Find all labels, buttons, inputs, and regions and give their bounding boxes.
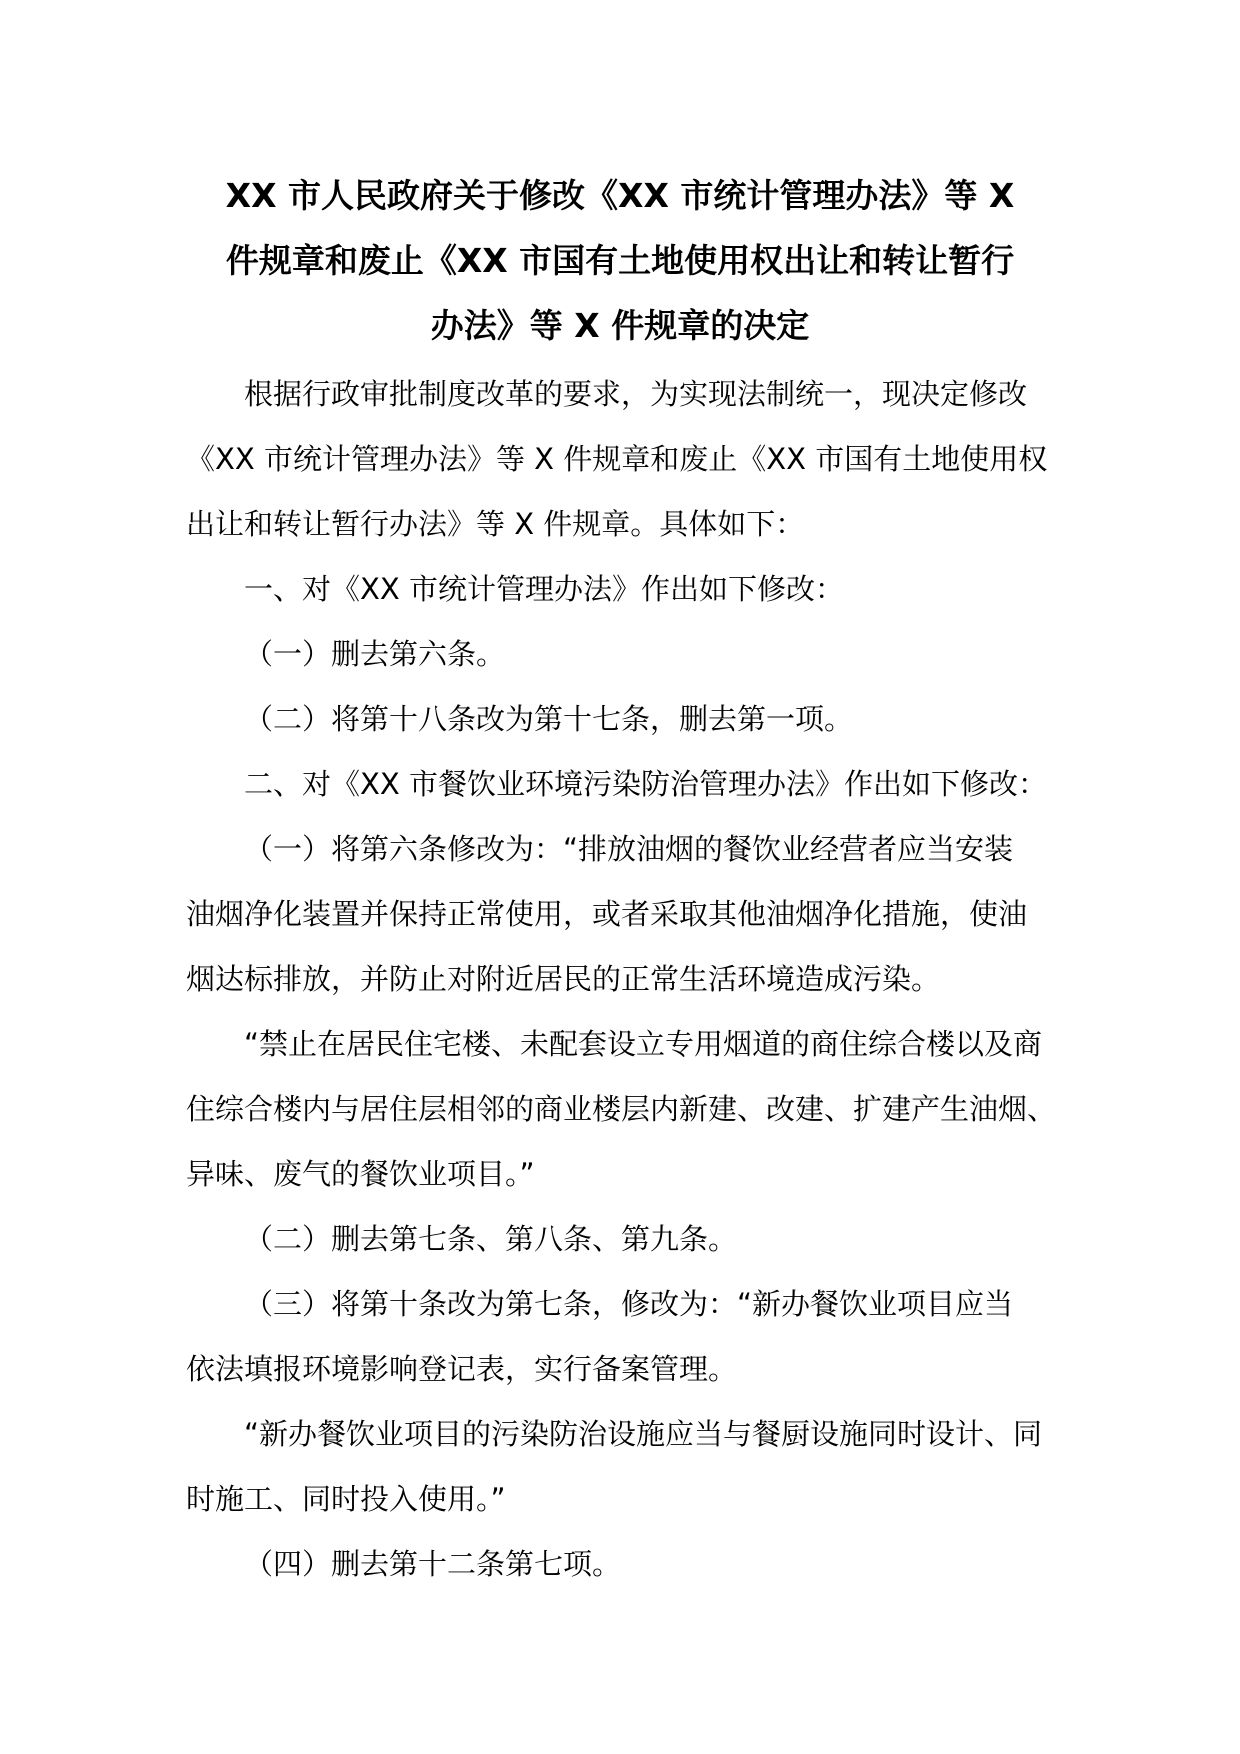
body-line: 烟达标排放，并防止对附近居民的正常生活环境造成污染。 — [186, 962, 941, 996]
body-line: （一）删去第六条。 — [244, 637, 506, 671]
body-line: “禁止在居民住宅楼、未配套设立专用烟道的商住综合楼以及商 — [244, 1027, 1043, 1061]
document-title — [170, 163, 1070, 358]
title-line-1: XX 市人民政府关于修改《XX 市统计管理办法》等 X — [225, 176, 1015, 215]
body-line: （四）删去第十二条第七项。 — [244, 1547, 622, 1581]
title-line-2: 件规章和废止《XX 市国有土地使用权出让和转让暂行 — [225, 241, 1015, 280]
section-heading-2: 二、对《XX 市餐饮业环境污染防治管理办法》作出如下修改： — [244, 767, 1047, 801]
body-line: （一）将第六条修改为：“排放油烟的餐饮业经营者应当安装 — [244, 832, 1014, 866]
body-line: 出让和转让暂行办法》等 X 件规章。具体如下： — [186, 507, 805, 541]
body-line: 异味、废气的餐饮业项目。” — [186, 1157, 535, 1191]
body-line: 《XX 市统计管理办法》等 X 件规章和废止《XX 市国有土地使用权 — [186, 442, 1048, 476]
section-heading-1: 一、对《XX 市统计管理办法》作出如下修改： — [244, 572, 844, 606]
body-line: （二）将第十八条改为第十七条，删去第一项。 — [244, 702, 854, 736]
title-line-3: 办法》等 X 件规章的决定 — [430, 306, 810, 345]
body-line: （三）将第十条改为第七条，修改为：“新办餐饮业项目应当 — [244, 1287, 1014, 1321]
body-line: “新办餐饮业项目的污染防治设施应当与餐厨设施同时设计、同 — [244, 1417, 1043, 1451]
body-line: 根据行政审批制度改革的要求，为实现法制统一，现决定修改 — [244, 377, 1028, 411]
body-line: 住综合楼内与居住层相邻的商业楼层内新建、改建、扩建产生油烟、 — [186, 1092, 1057, 1126]
document-body — [186, 362, 1066, 1597]
body-line: 时施工、同时投入使用。” — [186, 1482, 506, 1516]
body-line: 油烟净化装置并保持正常使用，或者采取其他油烟净化措施，使油 — [186, 897, 1028, 931]
body-line: （二）删去第七条、第八条、第九条。 — [244, 1222, 738, 1256]
body-line: 依法填报环境影响登记表，实行备案管理。 — [186, 1352, 738, 1386]
